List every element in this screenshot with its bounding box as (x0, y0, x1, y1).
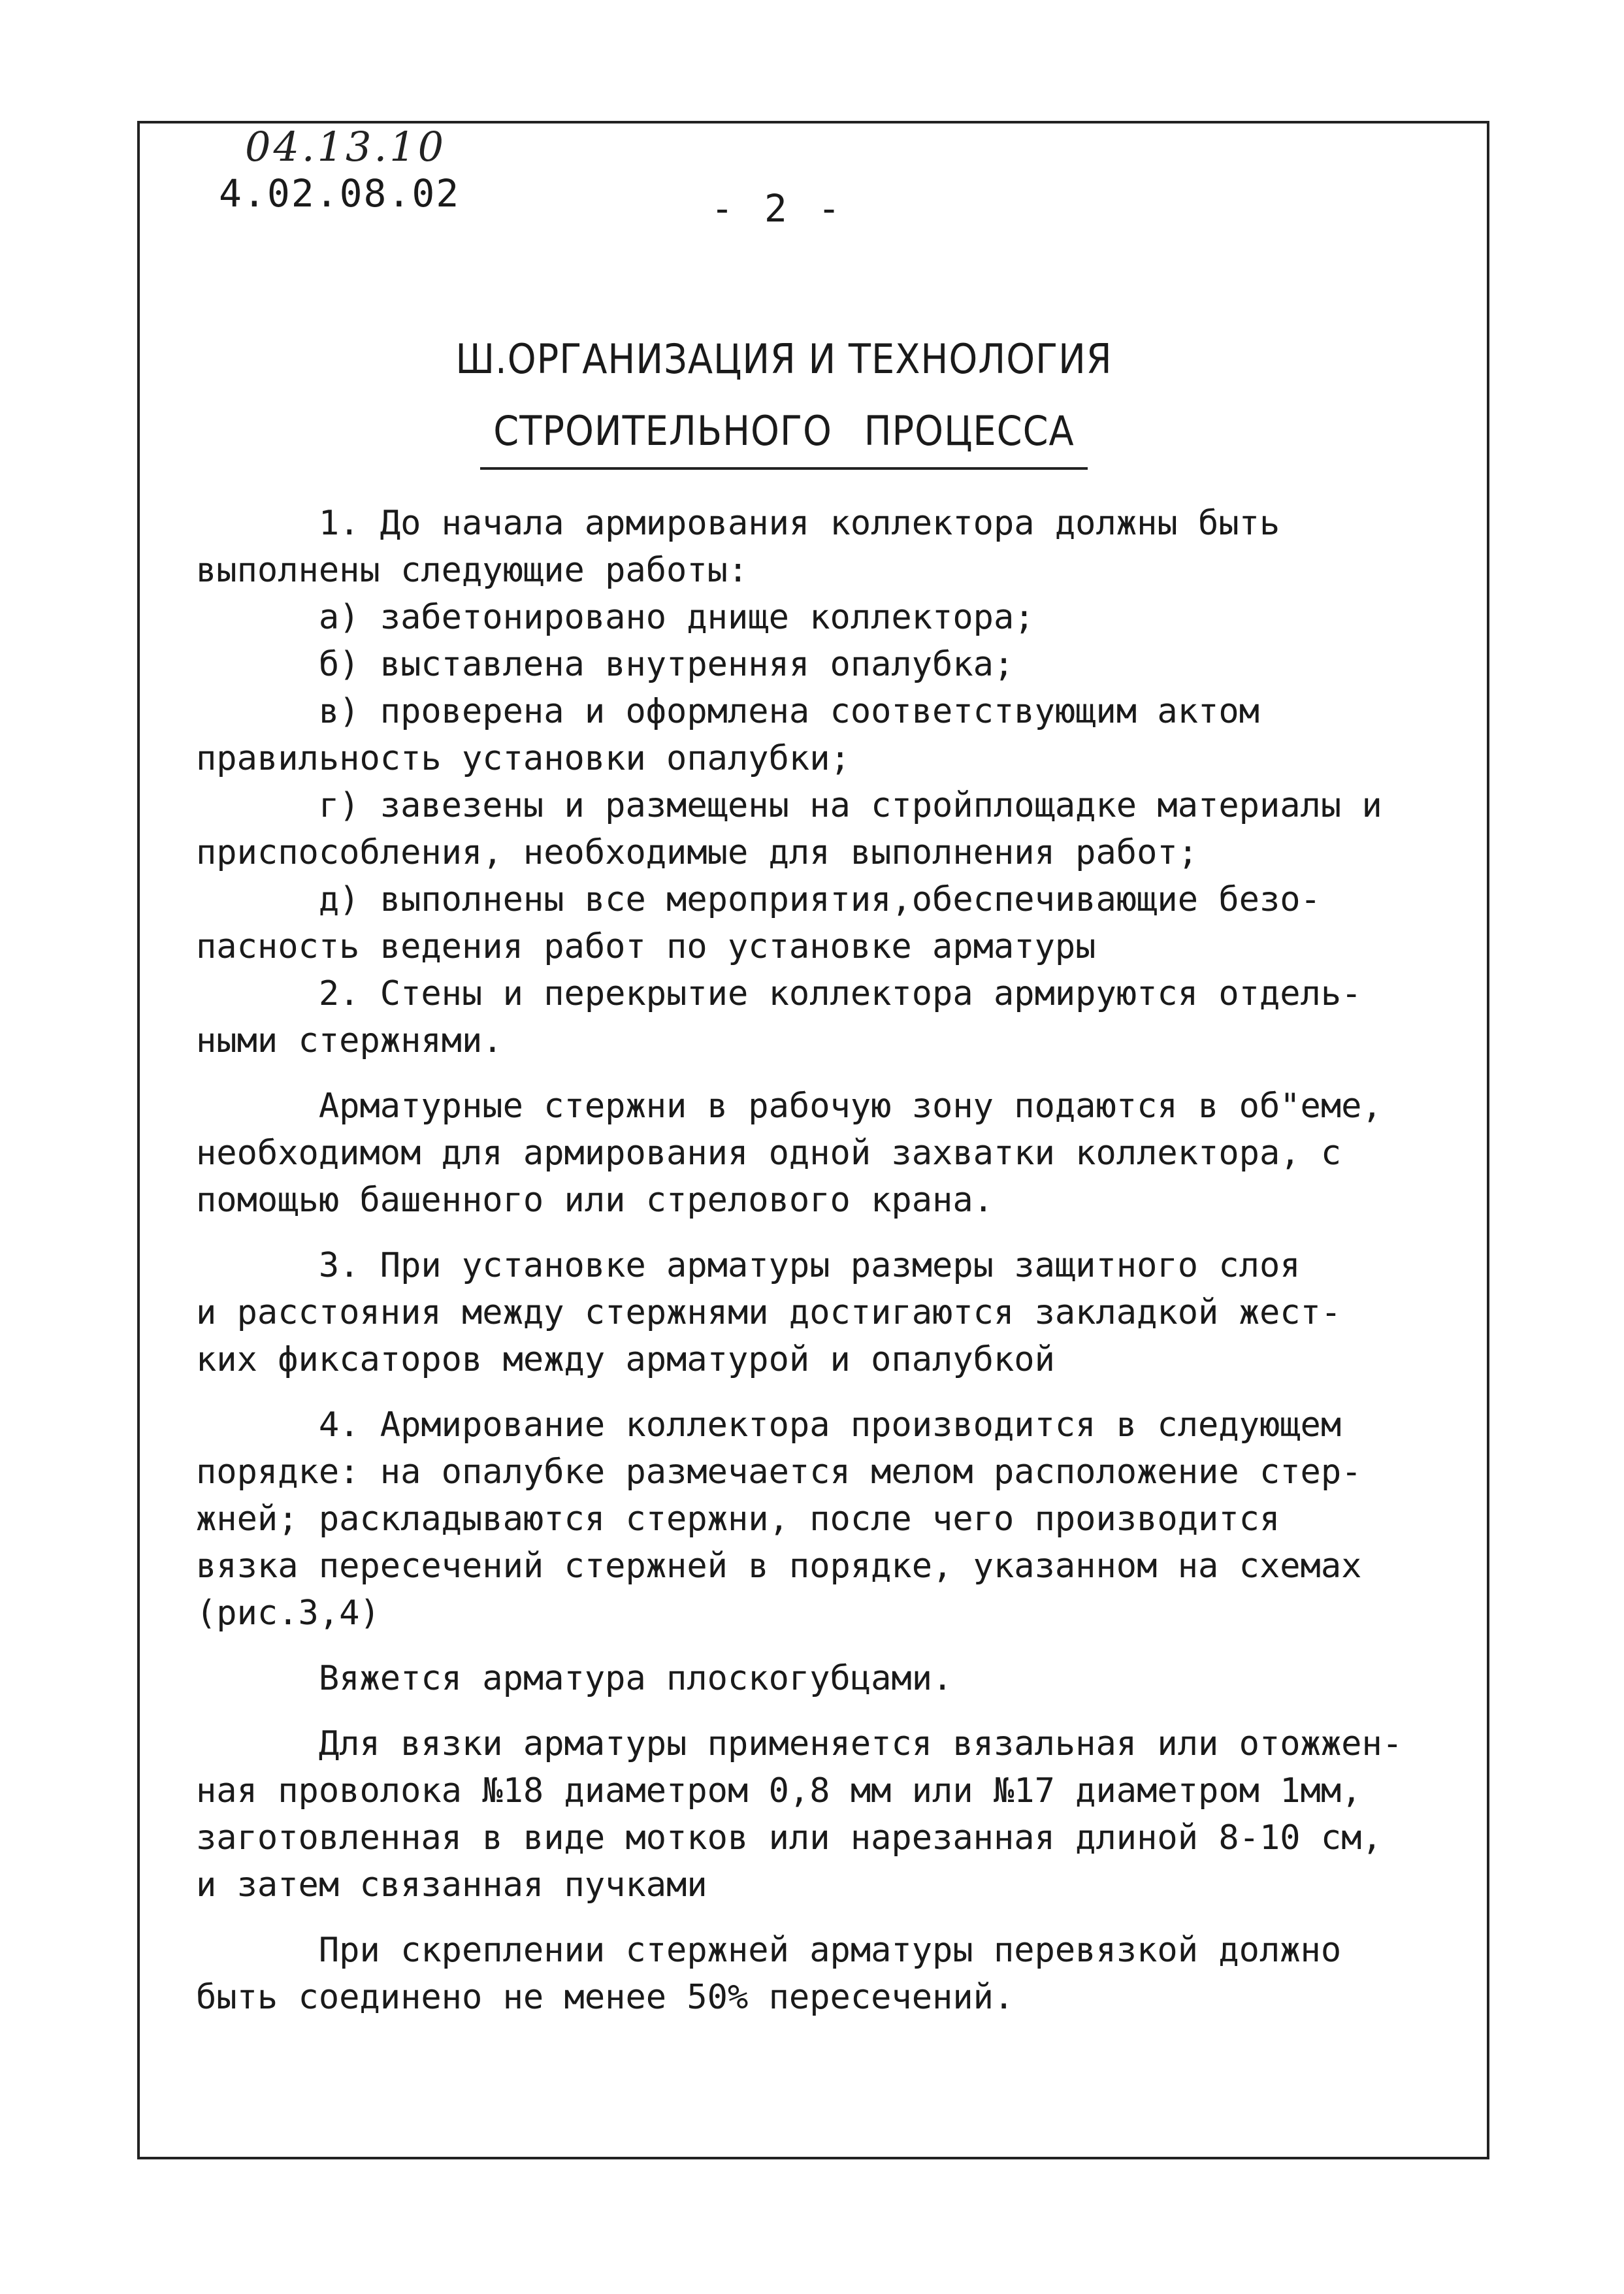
text-line: приспособления, необходимые для выполнения работ; (196, 833, 1199, 872)
text-line: правильность установки опалубки; (196, 739, 851, 778)
handwritten-archive-code: 04.13.10 (245, 123, 447, 171)
text-line: 1. До начала армирования коллектора должны быть (196, 504, 1280, 543)
text-line: жней; раскладываются стержни, после чего производится (196, 1499, 1280, 1539)
text-line: Для вязки арматуры применяется вязальная или отожжен- (196, 1724, 1403, 1763)
text-line: заготовленная в виде мотков или нарезанная длиной 8-10 см, (196, 1818, 1382, 1858)
text-line: ких фиксаторов между арматурой и опалубкой (196, 1340, 1055, 1379)
text-line: ными стержнями. (196, 1021, 503, 1060)
document-body (196, 500, 1489, 2021)
text-line: 3. При установке арматуры размеры защитного слоя (196, 1246, 1301, 1285)
text-line: быть соединено не менее 50% пересечений. (196, 1978, 1015, 2017)
document-code: 4.02.08.02 (219, 171, 461, 216)
text-line: Арматурные стержни в рабочую зону подаются в об"еме, (196, 1087, 1382, 1126)
text-line: порядке: на опалубке размечается мелом расположение стер- (196, 1452, 1362, 1492)
text-line: При скреплении стержней арматуры перевязкой должно (196, 1931, 1342, 1970)
text-line: вязка пересечений стержней в порядке, указанном на схемах (196, 1547, 1362, 1586)
section-title (425, 323, 1143, 470)
page-number: - 2 - (711, 186, 845, 231)
text-line: 4. Армирование коллектора производится в следующем (196, 1405, 1342, 1445)
text-line: а) забетонировано днище коллектора; (196, 598, 1035, 637)
text-line: 2. Стены и перекрытие коллектора армируются отдель- (196, 974, 1362, 1013)
text-line: д) выполнены все мероприятия,обеспечивающие безо- (196, 880, 1321, 919)
section-title-line-1: Ш.ОРГАНИЗАЦИЯ И ТЕХНОЛОГИЯ (455, 335, 1112, 383)
text-line: ная проволока №18 диаметром 0,8 мм или №17 диаметром 1мм, (196, 1771, 1362, 1811)
text-line: Вяжется арматура плоскогубцами. (196, 1659, 953, 1698)
text-line: и расстояния между стержнями достигаются закладкой жест- (196, 1293, 1342, 1332)
text-line: помощью башенного или стрелового крана. (196, 1181, 994, 1220)
text-line: выполнены следующие работы: (196, 551, 749, 590)
text-line: (рис.3,4) (196, 1594, 380, 1633)
text-line: в) проверена и оформлена соответствующим актом (196, 692, 1259, 731)
text-line: и затем связанная пучками (196, 1865, 707, 1905)
text-line: б) выставлена внутренняя опалубка; (196, 645, 1015, 684)
text-line: г) завезены и размещены на стройплощадке материалы и (196, 786, 1382, 825)
section-title-line-2: СТРОИТЕЛЬНОГО ПРОЦЕССА (480, 395, 1087, 470)
text-line: необходимом для армирования одной захватки коллектора, с (196, 1134, 1342, 1173)
text-line: пасность ведения работ по установке арматуры (196, 927, 1096, 966)
